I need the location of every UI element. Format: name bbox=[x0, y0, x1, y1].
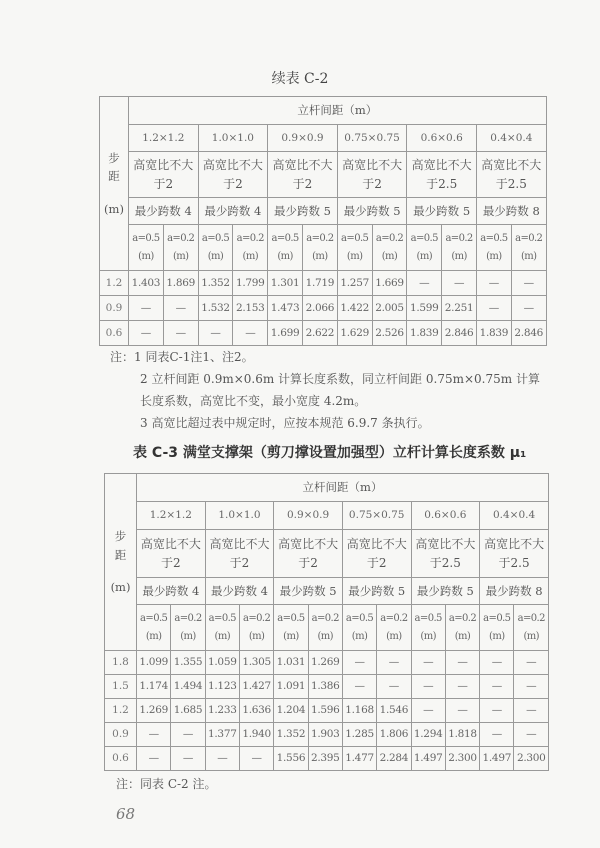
unit: (m) bbox=[454, 630, 471, 642]
a-value: a=0.2 bbox=[236, 232, 264, 244]
a-value-header bbox=[274, 605, 308, 651]
a-value-header bbox=[511, 225, 546, 271]
a-value: a=0.5 bbox=[480, 232, 508, 244]
step-value: 1.5 bbox=[105, 675, 137, 699]
min-span: 最少跨数 8 bbox=[476, 198, 546, 225]
a-value-header bbox=[268, 225, 303, 271]
coefficient-cell: 1.903 bbox=[308, 723, 342, 747]
coefficient-cell: — bbox=[411, 651, 445, 675]
unit: (m) bbox=[346, 250, 363, 262]
coefficient-cell: 1.685 bbox=[171, 699, 205, 723]
coefficient-cell: 1.031 bbox=[274, 651, 308, 675]
coefficient-cell: 1.099 bbox=[137, 651, 171, 675]
unit: (m) bbox=[486, 250, 502, 262]
coefficient-cell: 2.526 bbox=[372, 321, 407, 346]
coefficient-cell: 1.355 bbox=[171, 651, 205, 675]
unit: (m) bbox=[145, 630, 162, 642]
coefficient-cell: — bbox=[233, 321, 268, 346]
coefficient-cell: — bbox=[137, 723, 171, 747]
min-span: 最少跨数 5 bbox=[274, 578, 343, 605]
coefficient-cell: — bbox=[163, 296, 198, 321]
coefficient-cell: — bbox=[163, 321, 198, 346]
spacing-header: 立杆间距（m） bbox=[137, 474, 549, 502]
coefficient-cell: 1.269 bbox=[137, 699, 171, 723]
unit: (m) bbox=[386, 630, 402, 642]
unit: (m) bbox=[381, 250, 398, 262]
coefficient-cell: 1.285 bbox=[342, 723, 376, 747]
note-item-1: 注：1 同表C-1注1、注2。 bbox=[110, 350, 254, 364]
coefficient-cell: 1.599 bbox=[407, 296, 442, 321]
step-label-part: 距 bbox=[114, 547, 127, 562]
coefficient-cell: 1.269 bbox=[308, 651, 342, 675]
coefficient-cell: 1.629 bbox=[337, 321, 372, 346]
coefficient-cell: — bbox=[205, 747, 239, 771]
min-span: 最少跨数 5 bbox=[411, 578, 480, 605]
coefficient-cell: — bbox=[476, 296, 511, 321]
step-value: 1.2 bbox=[100, 271, 129, 296]
ratio-limit: 高宽比不大于2.5 bbox=[411, 530, 480, 578]
a-value: a=0.5 bbox=[201, 232, 230, 244]
spacing-value: 0.75×0.75 bbox=[337, 125, 407, 152]
a-value: a=0.2 bbox=[517, 612, 545, 624]
a-value-header bbox=[239, 605, 273, 651]
coefficient-cell: 1.352 bbox=[198, 271, 233, 296]
unit: (m) bbox=[351, 630, 368, 642]
coefficient-cell: 1.669 bbox=[372, 271, 407, 296]
step-header-cell bbox=[100, 97, 129, 271]
a-value: a=0.2 bbox=[242, 612, 271, 624]
a-value: a=0.5 bbox=[414, 612, 442, 624]
a-value-header bbox=[198, 225, 233, 271]
coefficient-cell: 2.846 bbox=[442, 321, 477, 346]
step-label-part: 距 bbox=[108, 169, 120, 184]
coefficient-cell: 1.091 bbox=[274, 675, 308, 699]
note-item-2: 2 立杆间距 0.9m×0.6m 计算长度系数，同立杆间距 0.75m×0.75m 计算长度系数，高宽比不变，最小宽度 4.2m。 bbox=[140, 372, 540, 408]
min-span: 最少跨数 4 bbox=[129, 198, 199, 225]
ratio-limit: 高宽比不大于2 bbox=[205, 530, 274, 578]
coefficient-cell: 1.301 bbox=[268, 271, 303, 296]
coefficient-cell: 1.123 bbox=[205, 675, 239, 699]
a-value: a=0.5 bbox=[132, 232, 160, 244]
spacing-value: 0.9×0.9 bbox=[274, 502, 343, 530]
coefficient-cell: — bbox=[480, 723, 514, 747]
coefficient-cell: — bbox=[511, 296, 546, 321]
coefficient-cell: 1.636 bbox=[239, 699, 273, 723]
coefficient-cell: 2.846 bbox=[511, 321, 546, 346]
unit: (m) bbox=[172, 250, 189, 262]
coefficient-cell: 1.869 bbox=[163, 271, 198, 296]
coefficient-cell: 1.477 bbox=[342, 747, 376, 771]
ratio-limit: 高宽比不大于2 bbox=[129, 152, 199, 198]
table-c3-title: 表 C-3 满堂支撑架（剪刀撑设置加强型）立杆计算长度系数 μ₁ bbox=[133, 445, 527, 461]
coefficient-cell: 2.066 bbox=[302, 296, 337, 321]
coefficient-cell: 1.546 bbox=[377, 699, 411, 723]
ratio-limit: 高宽比不大于2 bbox=[337, 152, 407, 198]
ratio-limit: 高宽比不大于2 bbox=[274, 530, 343, 578]
coefficient-cell: 1.806 bbox=[377, 723, 411, 747]
step-value: 0.6 bbox=[100, 321, 129, 346]
a-value: a=0.2 bbox=[515, 232, 543, 244]
a-value: a=0.2 bbox=[445, 232, 473, 244]
a-value-header bbox=[445, 605, 479, 651]
unit: (m) bbox=[451, 250, 467, 262]
coefficient-cell: — bbox=[476, 271, 511, 296]
table-c2-continued bbox=[99, 96, 547, 346]
coefficient-cell: — bbox=[480, 699, 514, 723]
a-value-header bbox=[337, 225, 372, 271]
a-value-header bbox=[372, 225, 407, 271]
unit: (m) bbox=[248, 630, 265, 642]
unit: (m) bbox=[242, 250, 259, 262]
table-row bbox=[100, 296, 547, 321]
unit: (m) bbox=[312, 250, 328, 262]
a-value-header bbox=[411, 605, 445, 651]
spacing-value: 0.6×0.6 bbox=[407, 125, 477, 152]
a-value-header bbox=[442, 225, 477, 271]
coefficient-cell: — bbox=[377, 651, 411, 675]
unit: (m) bbox=[207, 250, 224, 262]
min-span: 最少跨数 4 bbox=[198, 198, 268, 225]
unit: (m) bbox=[277, 250, 293, 262]
a-value: a=0.2 bbox=[311, 612, 339, 624]
coefficient-cell: 1.059 bbox=[205, 651, 239, 675]
a-value-header bbox=[205, 605, 239, 651]
spacing-value: 1.0×1.0 bbox=[198, 125, 268, 152]
spacing-header: 立杆间距（m） bbox=[129, 97, 547, 125]
coefficient-cell: 1.257 bbox=[337, 271, 372, 296]
a-value: a=0.2 bbox=[306, 232, 334, 244]
coefficient-cell: — bbox=[514, 675, 549, 699]
a-value-header bbox=[171, 605, 205, 651]
a-value-header bbox=[377, 605, 411, 651]
coefficient-cell: 2.622 bbox=[302, 321, 337, 346]
coefficient-cell: 1.422 bbox=[337, 296, 372, 321]
table-row bbox=[100, 271, 547, 296]
coefficient-cell: 1.473 bbox=[268, 296, 303, 321]
coefficient-cell: 1.305 bbox=[239, 651, 273, 675]
min-span: 最少跨数 5 bbox=[337, 198, 407, 225]
unit: (m) bbox=[523, 630, 539, 642]
coefficient-cell: 1.799 bbox=[233, 271, 268, 296]
coefficient-cell: — bbox=[514, 699, 549, 723]
coefficient-cell: — bbox=[514, 651, 549, 675]
page-number: 68 bbox=[116, 805, 136, 823]
coefficient-cell: — bbox=[171, 747, 205, 771]
ratio-limit: 高宽比不大于2 bbox=[198, 152, 268, 198]
coefficient-cell: 1.294 bbox=[411, 723, 445, 747]
coefficient-cell: 2.300 bbox=[514, 747, 549, 771]
a-value: a=0.2 bbox=[375, 232, 404, 244]
ratio-limit: 高宽比不大于2.5 bbox=[407, 152, 477, 198]
unit: (m) bbox=[520, 250, 537, 262]
coefficient-cell: — bbox=[198, 321, 233, 346]
a-value: a=0.2 bbox=[174, 612, 202, 624]
min-span: 最少跨数 4 bbox=[205, 578, 274, 605]
coefficient-cell: 2.395 bbox=[308, 747, 342, 771]
table-row bbox=[105, 699, 549, 723]
a-value: a=0.5 bbox=[345, 612, 374, 624]
table-row bbox=[105, 723, 549, 747]
a-value: a=0.5 bbox=[277, 612, 305, 624]
a-value: a=0.2 bbox=[167, 232, 195, 244]
a-value-header bbox=[308, 605, 342, 651]
coefficient-cell: 1.532 bbox=[198, 296, 233, 321]
coefficient-cell: 1.403 bbox=[129, 271, 164, 296]
a-value-header bbox=[342, 605, 376, 651]
coefficient-cell: — bbox=[342, 651, 376, 675]
spacing-value: 0.75×0.75 bbox=[342, 502, 411, 530]
spacing-value: 1.2×1.2 bbox=[137, 502, 206, 530]
spacing-value: 0.4×0.4 bbox=[476, 125, 546, 152]
coefficient-cell: 1.427 bbox=[239, 675, 273, 699]
spacing-value: 1.0×1.0 bbox=[205, 502, 274, 530]
coefficient-cell: — bbox=[171, 723, 205, 747]
coefficient-cell: — bbox=[445, 699, 479, 723]
step-header-cell bbox=[105, 474, 137, 651]
coefficient-cell: 1.839 bbox=[476, 321, 511, 346]
a-value: a=0.2 bbox=[380, 612, 408, 624]
step-label-part: (m) bbox=[110, 580, 131, 595]
coefficient-cell: — bbox=[377, 675, 411, 699]
step-label-part: 步 bbox=[108, 150, 120, 165]
a-value: a=0.5 bbox=[271, 232, 299, 244]
a-value: a=0.5 bbox=[341, 232, 369, 244]
coefficient-cell: 1.719 bbox=[302, 271, 337, 296]
coefficient-cell: — bbox=[445, 675, 479, 699]
unit: (m) bbox=[420, 630, 436, 642]
coefficient-cell: — bbox=[480, 675, 514, 699]
a-value-header bbox=[233, 225, 268, 271]
unit: (m) bbox=[416, 250, 433, 262]
coefficient-cell: — bbox=[342, 675, 376, 699]
coefficient-cell: — bbox=[137, 747, 171, 771]
a-value: a=0.5 bbox=[208, 612, 236, 624]
a-value-header bbox=[163, 225, 198, 271]
a-value: a=0.5 bbox=[140, 612, 168, 624]
min-span: 最少跨数 5 bbox=[407, 198, 477, 225]
coefficient-cell: — bbox=[511, 271, 546, 296]
coefficient-cell: 1.168 bbox=[342, 699, 376, 723]
coefficient-cell: 1.699 bbox=[268, 321, 303, 346]
coefficient-cell: — bbox=[514, 723, 549, 747]
min-span: 最少跨数 8 bbox=[480, 578, 549, 605]
coefficient-cell: — bbox=[411, 675, 445, 699]
coefficient-cell: 1.174 bbox=[137, 675, 171, 699]
coefficient-cell: 1.940 bbox=[239, 723, 273, 747]
a-value-header bbox=[137, 605, 171, 651]
spacing-value: 0.6×0.6 bbox=[411, 502, 480, 530]
step-label-part: (m) bbox=[104, 201, 124, 216]
coefficient-cell: 1.556 bbox=[274, 747, 308, 771]
coefficient-cell: — bbox=[129, 321, 164, 346]
coefficient-cell: 1.596 bbox=[308, 699, 342, 723]
note-c3: 注：同表 C-2 注。 bbox=[116, 777, 217, 791]
unit: (m) bbox=[317, 630, 333, 642]
coefficient-cell: 2.005 bbox=[372, 296, 407, 321]
min-span: 最少跨数 4 bbox=[137, 578, 206, 605]
unit: (m) bbox=[283, 630, 299, 642]
min-span: 最少跨数 5 bbox=[342, 578, 411, 605]
unit: (m) bbox=[138, 250, 154, 262]
coefficient-cell: 1.233 bbox=[205, 699, 239, 723]
coefficient-cell: — bbox=[442, 271, 477, 296]
step-value: 0.6 bbox=[105, 747, 137, 771]
a-value-header bbox=[302, 225, 337, 271]
step-label-part: 步 bbox=[114, 529, 127, 544]
ratio-limit: 高宽比不大于2 bbox=[268, 152, 338, 198]
coefficient-cell: 1.204 bbox=[274, 699, 308, 723]
spacing-value: 1.2×1.2 bbox=[129, 125, 199, 152]
note-item-3: 3 高宽比超过表中规定时，应按本规范 6.9.7 条执行。 bbox=[140, 416, 430, 430]
coefficient-cell: 1.497 bbox=[411, 747, 445, 771]
a-value-header bbox=[407, 225, 442, 271]
a-value-header bbox=[480, 605, 514, 651]
ratio-limit: 高宽比不大于2.5 bbox=[476, 152, 546, 198]
table-row bbox=[100, 321, 547, 346]
min-span: 最少跨数 5 bbox=[268, 198, 338, 225]
coefficient-cell: 2.251 bbox=[442, 296, 477, 321]
ratio-limit: 高宽比不大于2 bbox=[137, 530, 206, 578]
step-value: 0.9 bbox=[105, 723, 137, 747]
table-row bbox=[105, 747, 549, 771]
coefficient-cell: 2.153 bbox=[233, 296, 268, 321]
coefficient-cell: — bbox=[411, 699, 445, 723]
a-value: a=0.2 bbox=[448, 612, 477, 624]
coefficient-cell: 1.494 bbox=[171, 675, 205, 699]
unit: (m) bbox=[214, 630, 231, 642]
coefficient-cell: 2.300 bbox=[445, 747, 479, 771]
step-value: 1.8 bbox=[105, 651, 137, 675]
spacing-value: 0.4×0.4 bbox=[480, 502, 549, 530]
coefficient-cell: — bbox=[407, 271, 442, 296]
coefficient-cell: — bbox=[480, 651, 514, 675]
table-c2-title: 续表 C-2 bbox=[271, 71, 329, 87]
coefficient-cell: 1.377 bbox=[205, 723, 239, 747]
coefficient-cell: — bbox=[129, 296, 164, 321]
coefficient-cell: — bbox=[239, 747, 273, 771]
a-value-header bbox=[476, 225, 511, 271]
a-value-header bbox=[129, 225, 164, 271]
table-c3 bbox=[104, 473, 549, 771]
coefficient-cell: 1.497 bbox=[480, 747, 514, 771]
a-value-header bbox=[514, 605, 549, 651]
a-value: a=0.5 bbox=[410, 232, 438, 244]
coefficient-cell: 1.352 bbox=[274, 723, 308, 747]
table-row bbox=[105, 675, 549, 699]
table-row bbox=[105, 651, 549, 675]
coefficient-cell: 2.284 bbox=[377, 747, 411, 771]
step-value: 1.2 bbox=[105, 699, 137, 723]
spacing-value: 0.9×0.9 bbox=[268, 125, 338, 152]
coefficient-cell: 1.839 bbox=[407, 321, 442, 346]
unit: (m) bbox=[489, 630, 505, 642]
ratio-limit: 高宽比不大于2 bbox=[342, 530, 411, 578]
unit: (m) bbox=[180, 630, 196, 642]
step-value: 0.9 bbox=[100, 296, 129, 321]
ratio-limit: 高宽比不大于2.5 bbox=[480, 530, 549, 578]
coefficient-cell: 1.386 bbox=[308, 675, 342, 699]
notes-c2 bbox=[110, 346, 550, 434]
a-value: a=0.5 bbox=[483, 612, 511, 624]
coefficient-cell: 1.818 bbox=[445, 723, 479, 747]
coefficient-cell: — bbox=[445, 651, 479, 675]
